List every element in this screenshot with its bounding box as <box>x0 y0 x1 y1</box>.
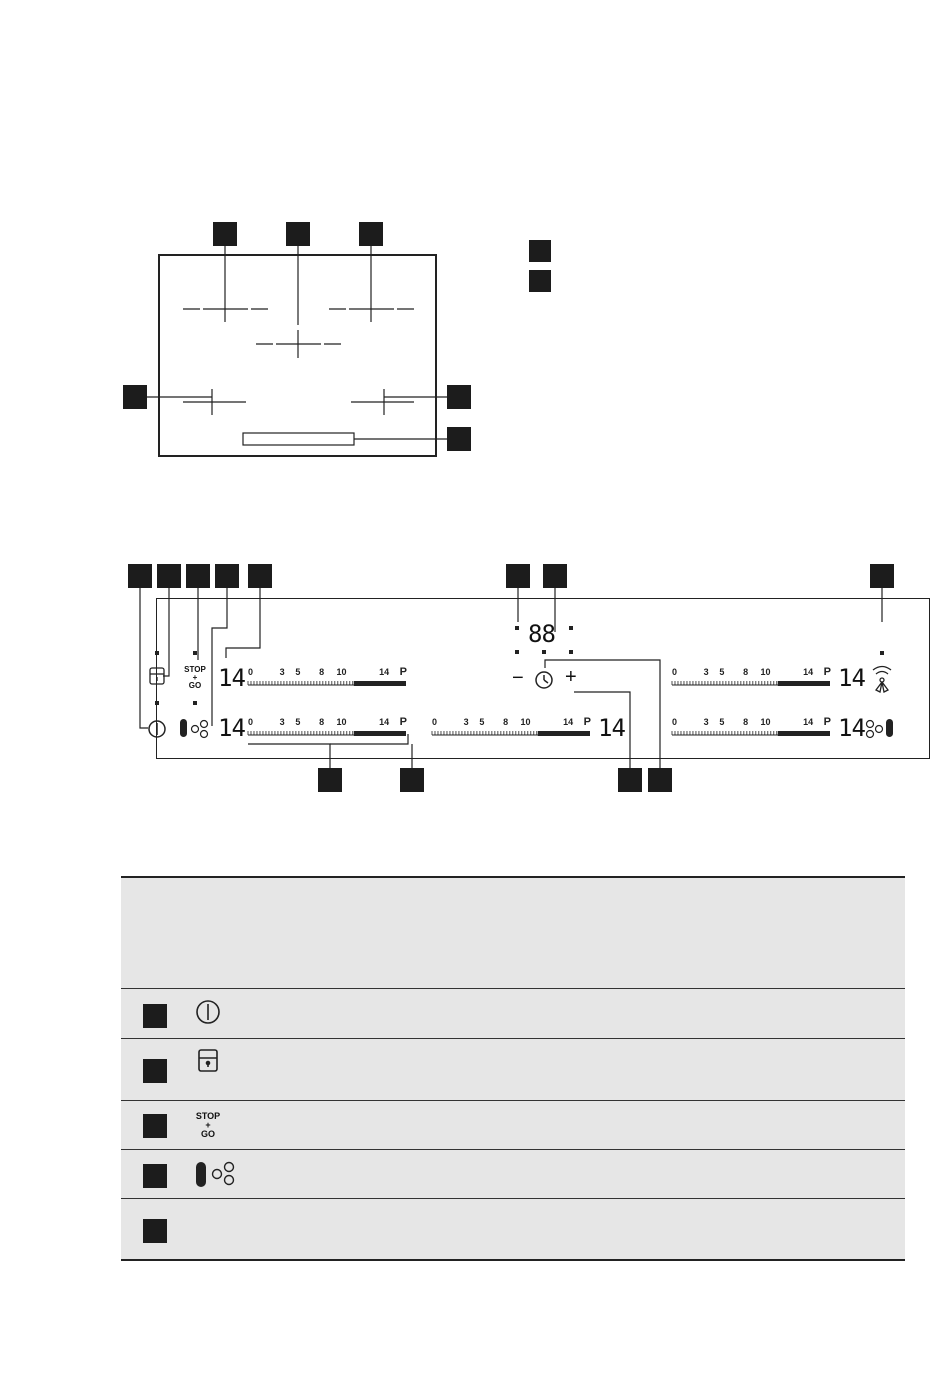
slider-tick-label: 8 <box>503 717 509 727</box>
zone-display: 14 <box>218 664 245 692</box>
slider-tick-label: 0 <box>672 717 678 727</box>
timer-minus[interactable]: − <box>512 667 524 689</box>
power-icon <box>197 1001 219 1023</box>
bridge-icon-right <box>867 719 894 738</box>
control-panel-diagram <box>0 540 950 780</box>
slider-tick-label: 8 <box>743 717 749 727</box>
zone-display: 14 <box>218 714 245 742</box>
slider-tick-label: 10 <box>760 667 771 677</box>
slider-tick-label: 3 <box>703 667 709 677</box>
slider-max-segment <box>778 681 830 686</box>
slider-tick-label: 14 <box>803 717 814 727</box>
slider-tick-label: 5 <box>719 717 725 727</box>
slider-max-segment <box>354 731 406 736</box>
slider-max-segment <box>354 681 406 686</box>
slider-tick-label: 3 <box>703 717 709 727</box>
slider-tick-label: 8 <box>319 667 325 677</box>
timer-plus[interactable]: + <box>565 666 577 688</box>
slider-tick-label: 5 <box>295 667 301 677</box>
bridge-icon <box>196 1162 234 1187</box>
slider-tick-label: 3 <box>279 667 285 677</box>
timer-icon <box>536 672 552 688</box>
slider-tick-label: P <box>583 716 592 728</box>
slider-tick-label: 3 <box>279 717 285 727</box>
slider-tick-label: P <box>823 716 832 728</box>
slider-tick-label: 5 <box>295 717 301 727</box>
bridge-icon <box>180 719 208 738</box>
slider-max-segment <box>778 731 830 736</box>
slider-tick-label: 10 <box>336 717 347 727</box>
power-sliders <box>248 666 831 736</box>
stop-go-button[interactable]: STOP + GO <box>184 665 206 690</box>
zone-display: 14 <box>838 714 865 742</box>
timer-display: 88 <box>528 620 555 648</box>
slider-tick-label: 10 <box>760 717 771 727</box>
lock-icon <box>150 668 164 684</box>
lock-icon <box>199 1050 217 1071</box>
power-icon <box>149 721 165 737</box>
stop-go-icon: STOP + GO <box>195 1111 221 1139</box>
slider-tick-label: 0 <box>248 717 254 727</box>
fan-icon <box>873 667 891 693</box>
controls-table <box>121 876 905 1261</box>
slider-tick-label: P <box>399 666 408 678</box>
slider-tick-label: 14 <box>803 667 814 677</box>
slider-tick-label: 0 <box>248 667 254 677</box>
slider-tick-label: 14 <box>563 717 574 727</box>
slider-tick-label: 8 <box>743 667 749 677</box>
table-icons <box>121 878 905 1263</box>
slider-tick-label: 14 <box>379 717 390 727</box>
slider-tick-label: 8 <box>319 717 325 727</box>
hob-zones-diagram <box>0 0 950 480</box>
slider-tick-label: 0 <box>672 667 678 677</box>
zone-display: 14 <box>838 664 865 692</box>
slider-tick-label: P <box>823 666 832 678</box>
slider-tick-label: 10 <box>336 667 347 677</box>
slider-tick-label: 14 <box>379 667 390 677</box>
slider-tick-label: 3 <box>463 717 469 727</box>
slider-max-segment <box>538 731 590 736</box>
slider-tick-label: 10 <box>520 717 531 727</box>
slider-tick-label: P <box>399 716 408 728</box>
slider-tick-label: 5 <box>719 667 725 677</box>
slider-tick-label: 0 <box>432 717 438 727</box>
slider-tick-label: 5 <box>479 717 485 727</box>
zone-display: 14 <box>598 714 625 742</box>
